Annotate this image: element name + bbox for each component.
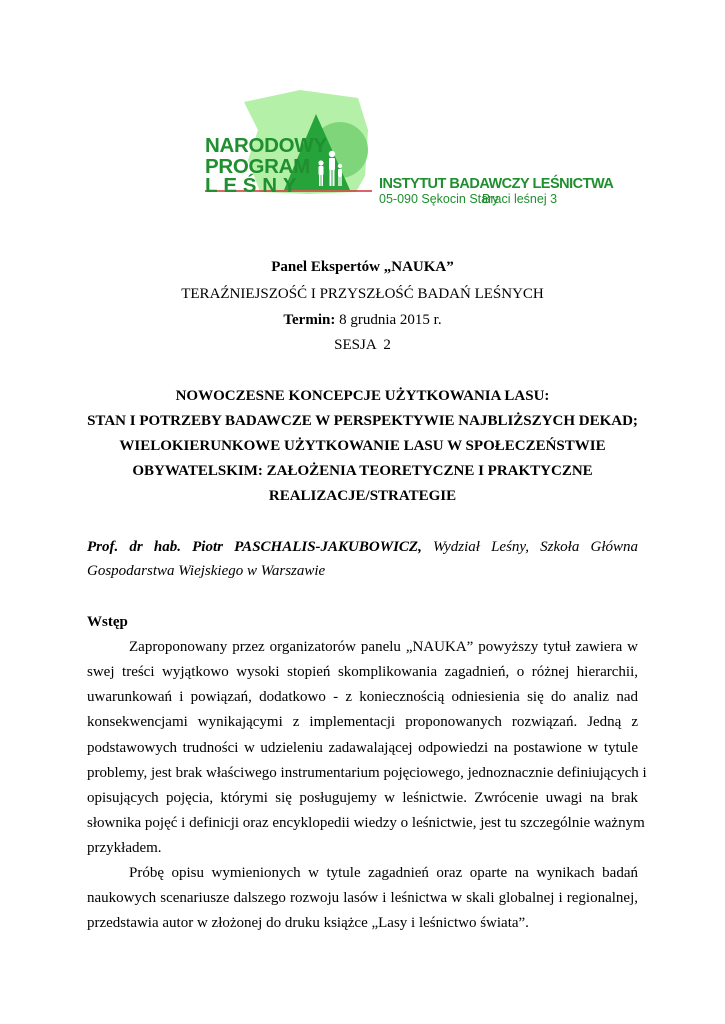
author-affiliation: Wydział Leśny, Szkoła Główna	[432, 539, 638, 555]
paragraph-line: opisujących pojęcia, którymi się posługujemy w leśnictwie. Zwrócenie uwagi na brak	[87, 790, 638, 806]
date-label: Termin:	[283, 312, 336, 328]
panel-title	[0, 258, 725, 276]
paragraph-line: naukowych scenariusze dalszego rozwoju lasów i leśnictwa w skali globalnej i regionalnej,	[87, 890, 638, 906]
paragraph-line: podstawowych trudności w udzieleniu zadawalającej odpowiedzi na postawione w tytule	[87, 740, 638, 756]
panel-prefix: Panel Ekspertów	[271, 259, 380, 275]
paragraph-line: Zaproponowany przez organizatorów panelu „NAUKA” powyższy tytuł zawiera w	[129, 639, 638, 655]
session-title-line-2: STAN I POTRZEBY BADAWCZE W PERSPEKTYWIE NAJBLIŻSZYCH DEKAD;	[87, 413, 638, 429]
author-affiliation-cont: Gospodarstwa Wiejskiego w Warszawie	[87, 563, 326, 579]
logo-text-narodowy: NARODOWY	[205, 134, 327, 157]
paragraph-line: przykładem.	[87, 840, 162, 856]
panel-name: „NAUKA”	[383, 259, 454, 275]
session-number: SESJA 2	[334, 337, 391, 353]
institute-name: INSTYTUT BADAWCZY LEŚNICTWA	[379, 176, 614, 192]
author-line	[87, 538, 638, 556]
session-title-line-5: REALIZACJE/STRATEGIE	[268, 488, 457, 504]
paragraph-line: swej treści wyjątkowo wysoki stopień skomplikowania zagadnień, o różnej hierarchii,	[87, 664, 638, 680]
institute-logo	[200, 88, 614, 213]
paragraph-line: problemy, jest brak właściwego instrumentarium pojęciowego, jednoznacznie definiujących i	[87, 765, 647, 781]
section-heading: Wstęp	[87, 614, 128, 630]
session-title-line-4: OBYWATELSKIM: ZAŁOŻENIA TEORETYCZNE I PRAKTYCZNE	[132, 463, 593, 479]
session-title-line-1: NOWOCZESNE KONCEPCJE UŻYTKOWANIA LASU:	[175, 388, 550, 404]
logo-text-lesny: LEŚNY	[205, 174, 303, 197]
conference-title: TERAŹNIEJSZOŚĆ I PRZYSZŁOŚĆ BADAŃ LEŚNYCH	[181, 286, 544, 302]
institute-address-city: 05-090 Sękocin Stary	[379, 192, 499, 206]
author-name: Prof. dr hab. Piotr PASCHALIS-JAKUBOWICZ,	[87, 539, 422, 555]
date-value: 8 grudnia 2015 r.	[339, 312, 442, 328]
session-title-line-3: WIELOKIERUNKOWE UŻYTKOWANIE LASU W SPOŁECZEŃSTWIE	[119, 438, 606, 454]
paragraph-line: konsekwencjami wynikającymi z implementacji proponowanych rozwiązań. Jedną z	[87, 714, 638, 730]
date-line	[0, 311, 725, 329]
institute-address-street: Braci leśnej 3	[482, 192, 558, 206]
paragraph-line: przedstawia autor w złożonej do druku książce „Lasy i leśnictwo świata”.	[87, 915, 529, 931]
paragraph-line: słownika pojęć i definicji oraz encyklopedii wiedzy o leśnictwie, jest tu szczególnie ważnym	[87, 815, 645, 831]
logo-text-program: PROGRAM	[205, 155, 310, 178]
paragraph-line: uwarunkowań i powiązań, dodatkowo - z koniecznością odniesienia się do analiz nad	[87, 689, 638, 705]
paragraph-line: Próbę opisu wymienionych w tytule zagadnień oraz oparte na wynikach badań	[129, 865, 638, 881]
